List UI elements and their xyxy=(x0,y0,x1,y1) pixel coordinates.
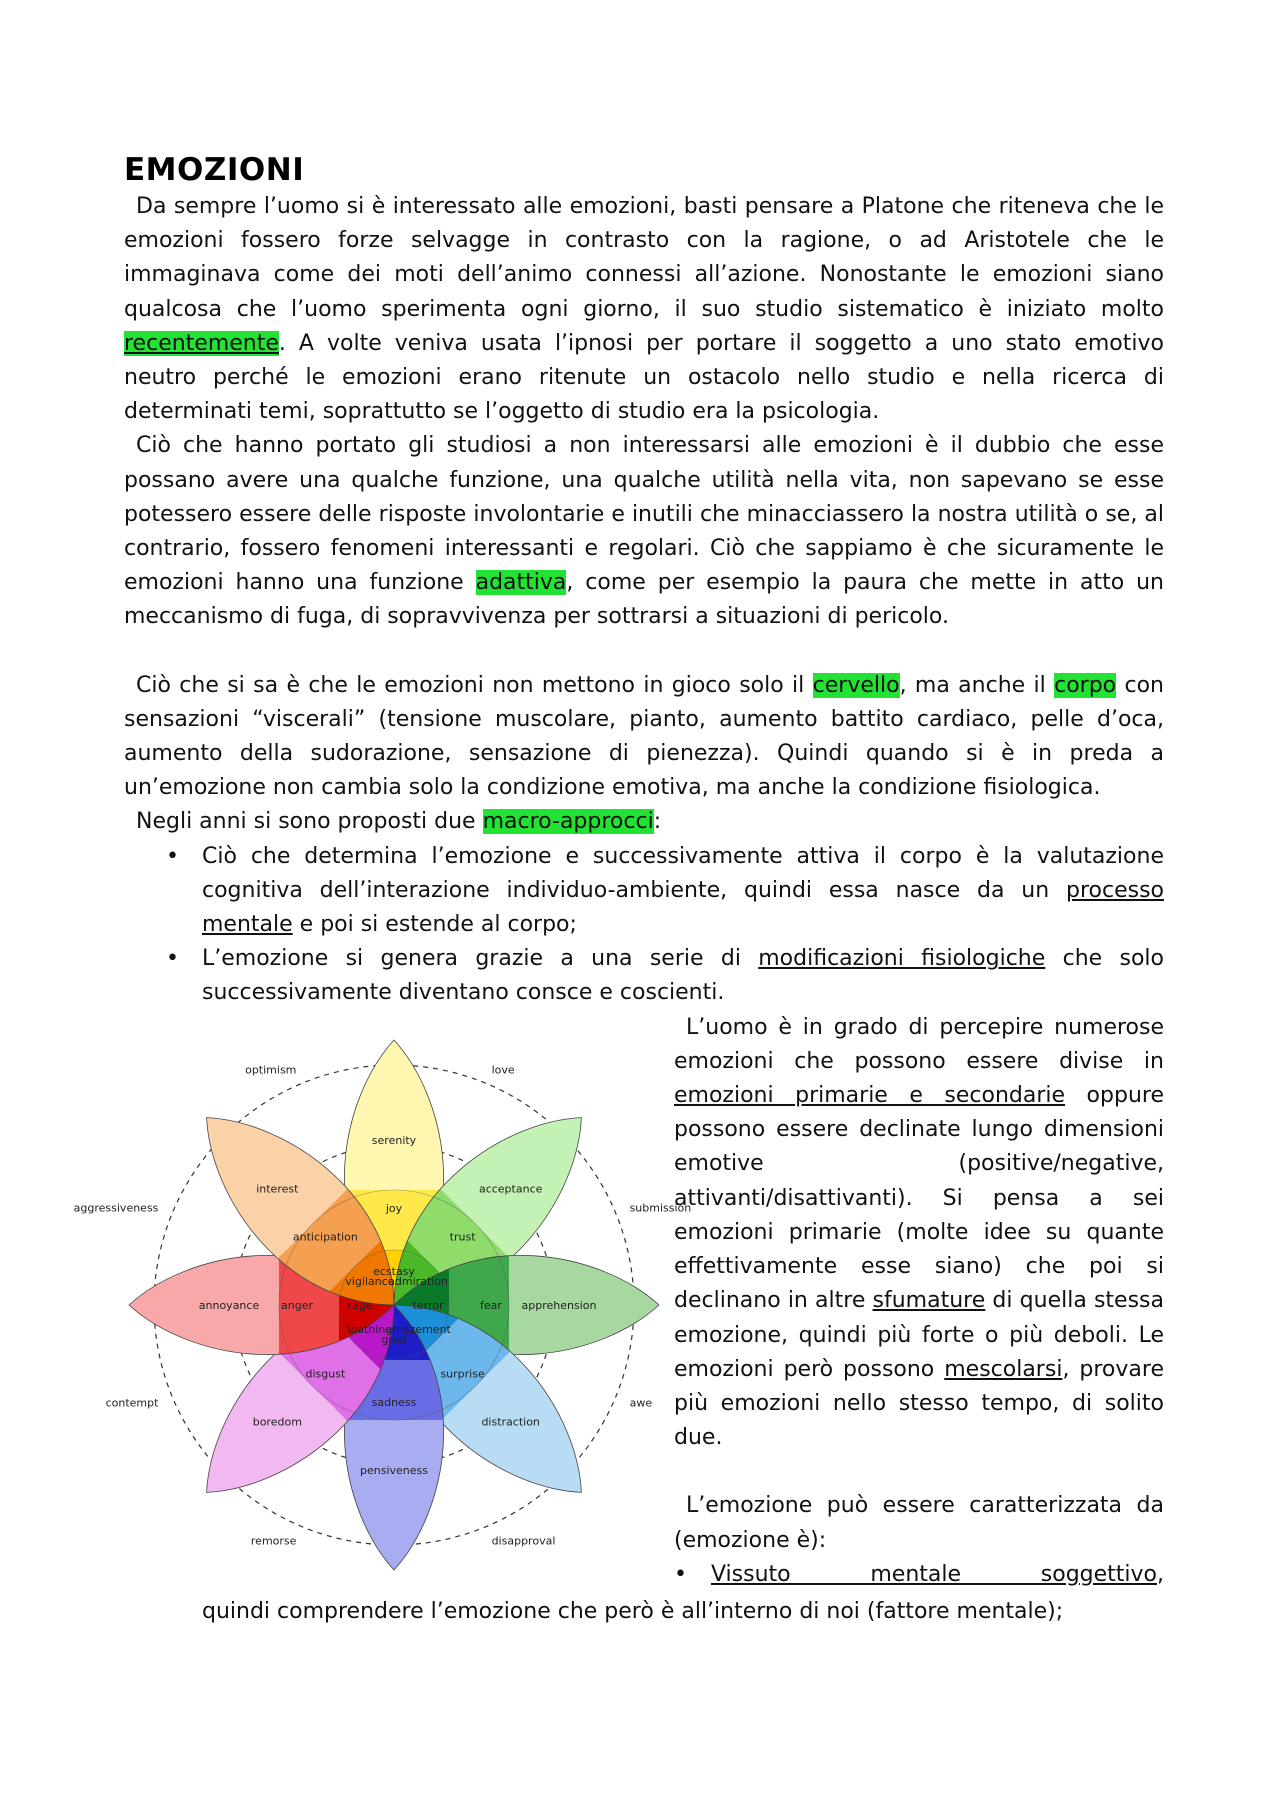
approaches-list xyxy=(124,840,1164,1011)
wheel-label-terror: terror xyxy=(412,1298,444,1312)
list-item: • L’emozione si genera grazie a una serie di modificazioni fisiologiche che solo successivamente diventano consce e coscienti. xyxy=(202,942,1164,1010)
highlight-corpo: corpo xyxy=(1054,672,1117,698)
wheel-label-trust: trust xyxy=(449,1230,476,1244)
wheel-label-disgust: disgust xyxy=(305,1367,346,1381)
paragraph-6: L’emozione può essere caratterizzata da (emozione è): xyxy=(674,1493,1164,1553)
wheel-label-ecstasy: ecstasy xyxy=(373,1264,415,1278)
paragraph-4: Negli anni si sono proposti due macro-approcci: xyxy=(136,809,662,835)
dyad-label-aggressiveness: aggressiveness xyxy=(73,1201,159,1215)
paragraph-3: Ciò che si sa è che le emozioni non mettono in gioco solo il cervello, ma anche il corpo con sensazioni “viscerali” (tensione muscolare, pianto, aumento battito cardiaco, pelle d’oca, aumento della sudorazione, sensazione di pienezza). Quindi quando si è in preda a un’emozione non cambia solo la condizione emotiva, ma anche la condizione fisiologica. xyxy=(124,672,1164,801)
wheel-label-joy: joy xyxy=(385,1201,403,1215)
wheel-label-interest: interest xyxy=(256,1181,299,1195)
plutchik-wheel-svg xyxy=(73,1015,692,1595)
page-title: EMOZIONI xyxy=(124,152,305,188)
wheel-label-vigilance: vigilance xyxy=(345,1274,395,1288)
wheel-label-surprise: surprise xyxy=(440,1367,485,1381)
wheel-label-boredom: boredom xyxy=(252,1415,302,1429)
highlight-macro-approcci: macro-approcci xyxy=(482,809,654,835)
highlight-recentemente: recentemente xyxy=(124,330,279,356)
wheel-label-rage: rage xyxy=(347,1298,373,1312)
paragraph-5: L’uomo è in grado di percepire numerose emozioni che possono essere divise in emozioni primarie e secondarie oppure possono essere declinate lungo dimensioni emotive (positive/negative, attivanti/disattivanti). Si pensa a sei emozioni primarie (molte idee su quante effettivamente esse siano) che poi si declinano in altre sfumature di quella stessa emozione, quindi più forte o più deboli. Le emozioni però possono mescolarsi, provare più emozioni nello stesso tempo, di solito due. xyxy=(674,1014,1164,1451)
last-bullet-line: • Vissuto mentale soggettivo, xyxy=(674,1561,1164,1587)
wheel-label-apprehension: apprehension xyxy=(521,1298,597,1312)
wheel-label-grief: grief xyxy=(381,1332,407,1346)
plutchik-wheel-image xyxy=(73,1015,692,1595)
wheel-label-fear: fear xyxy=(480,1298,502,1312)
highlight-adattiva: adattiva xyxy=(475,570,567,596)
last-bullet-continuation: quindi comprendere l’emozione che però è all’interno di noi (fattore mentale); xyxy=(202,1598,1064,1624)
wheel-label-pensiveness: pensiveness xyxy=(360,1463,428,1477)
dyad-label-submission: submission xyxy=(629,1201,692,1215)
paragraph-2: Ciò che hanno portato gli studiosi a non interessarsi alle emozioni è il dubbio che esse possano avere una qualche funzione, una qualche utilità nella vita, non sapevano se esse potessero essere delle risposte involontarie e inutili che minacciassero la nostra utilità o se, al contrario, fossero fenomeni interessanti e regolari. Ciò che sappiamo è che sicuramente le emozioni hanno una funzione adattiva, come per esempio la paura che mette in atto un meccanismo di fuga, di sopravvivenza per sottrarsi a situazioni di pericolo. xyxy=(124,433,1164,630)
wheel-label-sadness: sadness xyxy=(371,1395,417,1409)
dyad-label-love: love xyxy=(491,1063,515,1077)
dyad-label-optimism: optimism xyxy=(245,1063,297,1077)
dyad-label-disapproval: disapproval xyxy=(491,1534,556,1548)
wheel-label-acceptance: acceptance xyxy=(478,1181,543,1195)
list-item: • Ciò che determina l’emozione e successivamente attiva il corpo è la valutazione cognitiva dell’interazione individuo-ambiente, quindi essa nasce da un processo mentale e poi si estende al corpo; xyxy=(202,840,1164,943)
wheel-label-annoyance: annoyance xyxy=(198,1298,260,1312)
wheel-label-serenity: serenity xyxy=(371,1133,417,1147)
wheel-label-loathing: loathing xyxy=(347,1322,393,1336)
wheel-label-distraction: distraction xyxy=(481,1415,540,1429)
wheel-label-anticipation: anticipation xyxy=(292,1230,358,1244)
wheel-label-admiration: admiration xyxy=(388,1274,449,1288)
dyad-label-contempt: contempt xyxy=(105,1396,159,1410)
highlight-cervello: cervello xyxy=(812,672,900,698)
paragraph-1: Da sempre l’uomo si è interessato alle emozioni, basti pensare a Platone che riteneva che le emozioni fossero forze selvagge in contrasto con la ragione, o ad Aristotele che le immaginava come dei moti dell’animo connessi all’azione. Nonostante le emozioni siano qualcosa che l’uomo sperimenta ogni giorno, il suo studio sistematico è iniziato molto recentemente. A volte veniva usata l’ipnosi per portare il soggetto a uno stato emotivo neutro perché le emozioni erano ritenute un ostacolo nello studio e nella ricerca di determinati temi, soprattutto se l’oggetto di studio era la psicologia. xyxy=(124,194,1164,425)
dyad-label-awe: awe xyxy=(629,1396,653,1410)
wheel-label-anger: anger xyxy=(281,1298,313,1312)
document-page xyxy=(73,150,1164,1629)
dyad-label-remorse: remorse xyxy=(250,1534,297,1548)
wheel-label-amazement: amazement xyxy=(385,1322,451,1336)
